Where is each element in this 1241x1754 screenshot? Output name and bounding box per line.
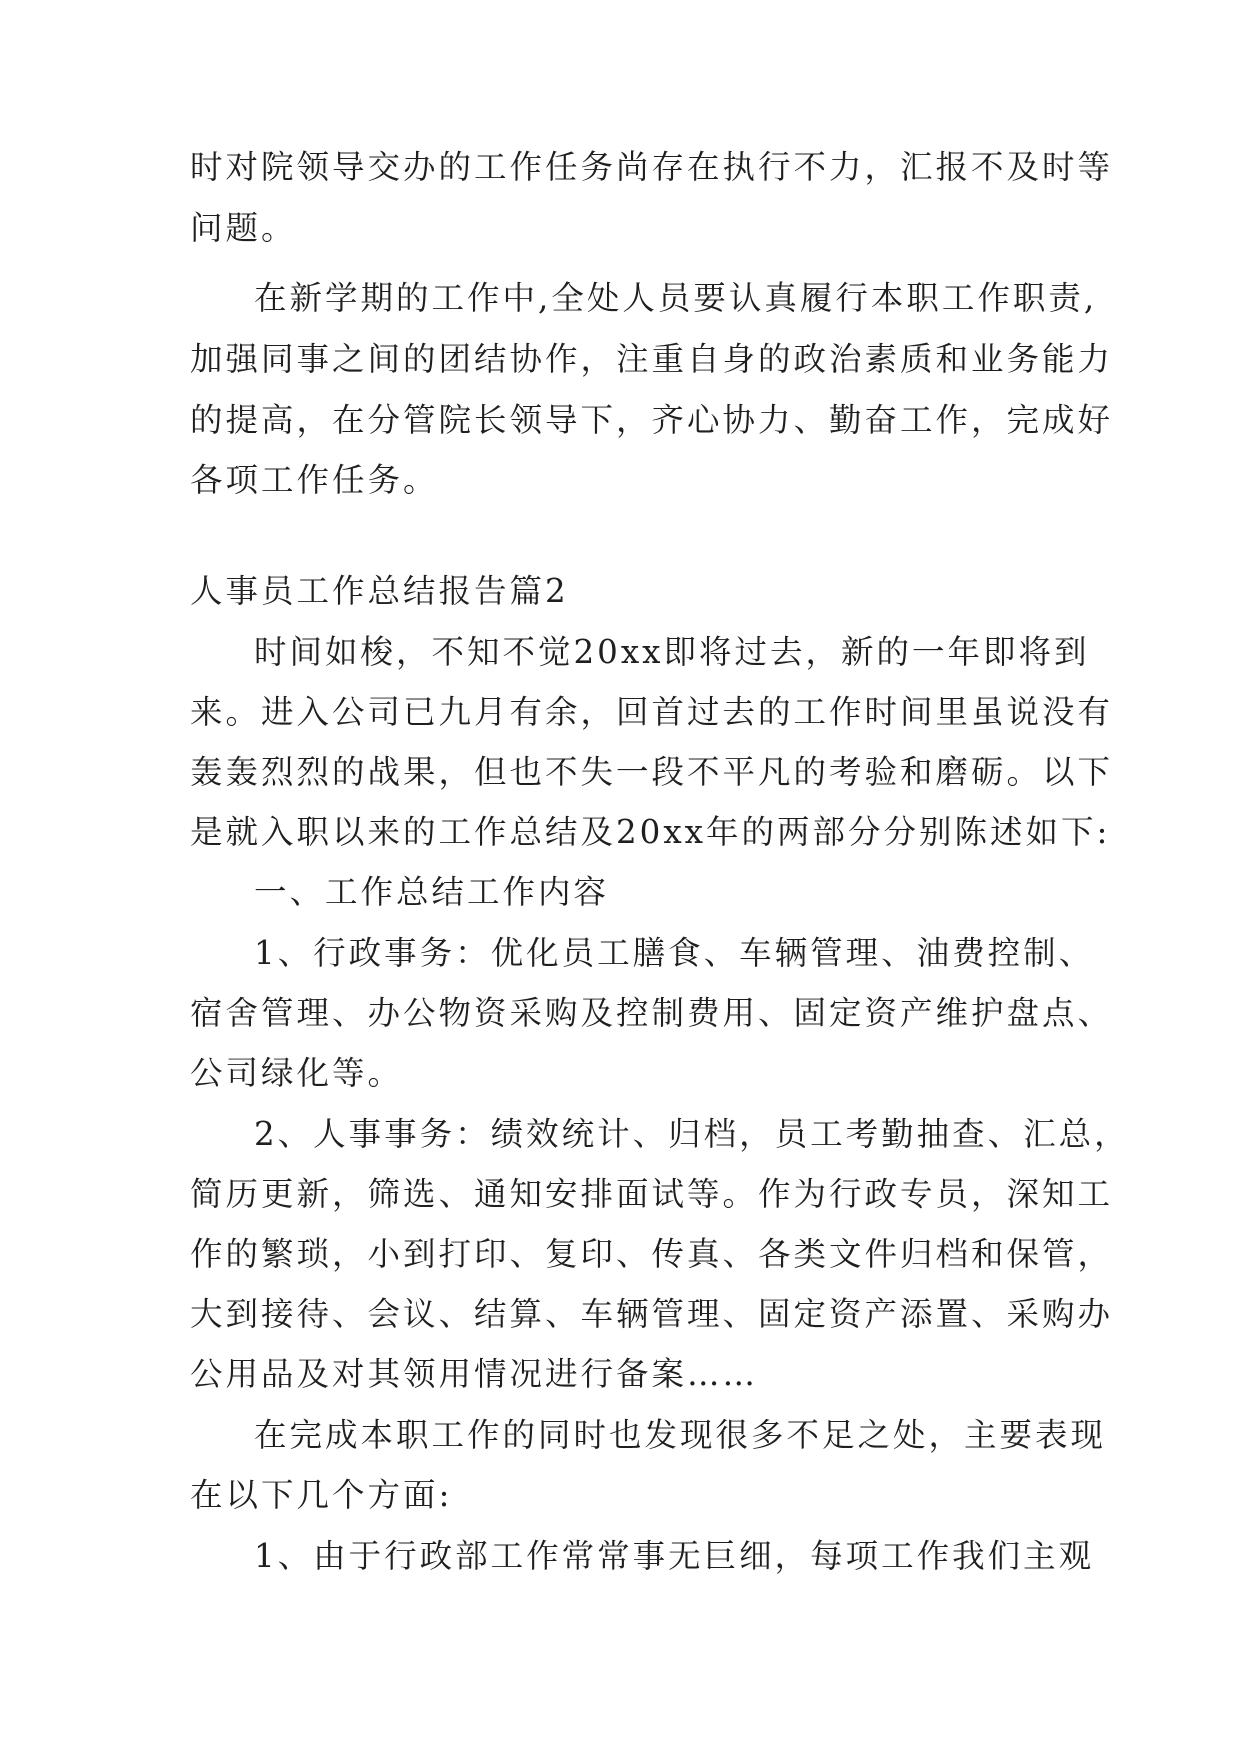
body-line-6: 各项工作任务。: [190, 461, 439, 499]
body-line-17: 简历更新，筛选、通知安排面试等。作为行政专员，深知工: [190, 1175, 1114, 1213]
section-heading: 人事员工作总结报告篇2: [190, 572, 569, 610]
body-line-11: 是就入职以来的工作总结及20xx年的两部分分别陈述如下:: [190, 813, 1111, 851]
body-line-12: 一、工作总结工作内容: [254, 873, 610, 911]
body-line-21: 在完成本职工作的同时也发现很多不足之处，主要表现: [254, 1416, 1107, 1454]
body-line-15: 公司绿化等。: [190, 1054, 404, 1092]
body-line-1: 时对院领导交办的工作任务尚存在执行不力，汇报不及时等: [190, 148, 1114, 186]
body-line-4: 加强同事之间的团结协作，注重自身的政治素质和业务能力: [190, 340, 1114, 378]
body-line-14: 宿舍管理、办公物资采购及控制费用、固定资产维护盘点、: [190, 994, 1114, 1032]
body-line-10: 轰轰烈烈的战果，但也不失一段不平凡的考验和磨砺。以下: [190, 753, 1114, 791]
body-line-23: 1、由于行政部工作常常事无巨细，每项工作我们主观: [254, 1537, 1095, 1575]
body-line-2: 问题。: [190, 209, 297, 247]
body-line-20: 公用品及对其领用情况进行备案……: [190, 1355, 759, 1393]
body-line-19: 大到接待、会议、结算、车辆管理、固定资产添置、采购办: [190, 1295, 1114, 1333]
body-line-8: 时间如梭，不知不觉20xx即将过去，新的一年即将到: [254, 633, 1090, 671]
body-line-16: 2、人事事务：绩效统计、归档，员工考勤抽查、汇总，: [254, 1115, 1130, 1153]
body-line-13: 1、行政事务：优化员工膳食、车辆管理、油费控制、: [254, 934, 1095, 972]
body-line-3: 在新学期的工作中,全处人员要认真履行本职工作职责,: [254, 279, 1098, 317]
body-line-18: 作的繁琐，小到打印、复印、传真、各类文件归档和保管，: [190, 1235, 1114, 1273]
body-line-5: 的提高，在分管院长领导下，齐心协力、勤奋工作，完成好: [190, 401, 1114, 439]
body-line-22: 在以下几个方面:: [190, 1476, 453, 1514]
body-line-9: 来。进入公司已九月有余，回首过去的工作时间里虽说没有: [190, 693, 1114, 731]
